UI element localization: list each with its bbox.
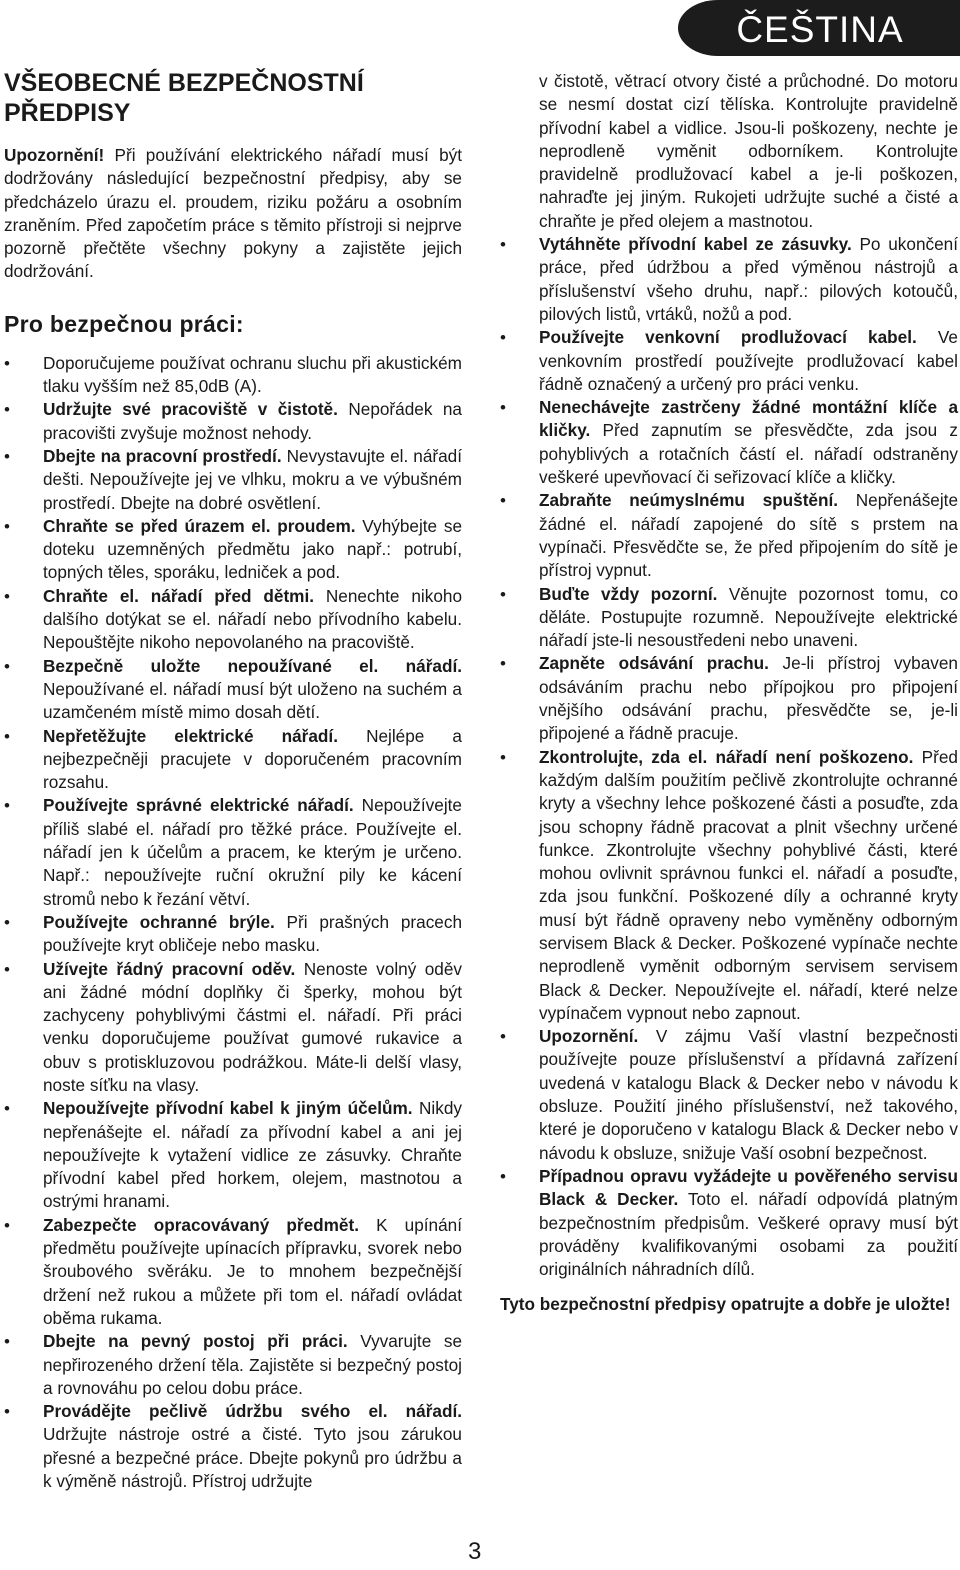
rule-lead: Bezpečně uložte nepoužívané el. nářadí. [43,655,462,676]
rule-item [500,652,958,745]
left-column [4,68,462,1493]
rule-text: Vyvarujte se nepřirozeného držení těla. Zajistěte si bezpečný postoj a rovnováhu po celou dobu práce. [43,1331,462,1398]
intro-lead: Upozornění! [4,145,105,165]
rule-lead: Buďte vždy pozorní. [539,583,718,604]
rule-lead: Případnou opravu vyžádejte u pověřeného servisu Black & Decker. [539,1165,958,1210]
rule-text: Před každým dalším použitím pečlivě zkontrolujte ochranné kryty a všechny lehce poškozené části a posuďte, zda jsou schopny řádně pracovat a plnit všechny určené funkce. Zkontrolujte všechny pohyblivé části, které mohou ovlivnit správnou funkci el. nářadí a posuďte, zda jsou funkční. Poškozené díly a ochranné kryty musí být řádně opraveny nebo vyměněny odborným servisem Black & Decker. Poškozené vypínače nechte neprodleně vyměnit odborným servisem servisem Black & Decker. Nepoužívejte el. nářadí, které nelze vypínačem vypnout nebo zapnout. [539,746,958,1023]
rule-lead: Zabezpečte opracovávaný předmět. [43,1214,359,1235]
rule-lead: Zabraňte neúmyslnému spuštění. [539,490,839,511]
rule-lead: Používejte venkovní prodlužovací kabel. [539,327,917,348]
rule-text: Udržujte nástroje ostré a čisté. Tyto jsou zárukou přesné a bezpečné práce. Dbejte pokynů pro údržbu a k výměně nástrojů. Přístroj udržujte [43,1424,462,1492]
rule-text: Před zapnutím se přesvědčte, zda jsou z pohyblivých a rotačních částí el. nářadí odstraněny veškeré upevňovací či seřizovací klíče a kličky. [539,420,958,488]
rule-item [4,398,462,445]
rule-text: Je-li přístroj vybaven odsáváním prachu nebo přípojkou pro připojení vnějšího odsávání prachu, přesvědčte se, je-li připojené a řádně pracuje. [539,653,958,744]
intro-text: Při používání elektrického nářadí musí být dodržovány následující bezpečnostní předpisy, aby se předcházelo úrazu el. proudem, riziku požáru a osobním zraněním. Před započetím práce s těmito přístroji si nejprve pozorně přečtěte všechny pokyny a zajistěte jejich dodržování. [4,145,462,282]
rule-lead: Udržujte své pracoviště v čistotě. [43,399,338,420]
rule-lead: Vytáhněte přívodní kabel ze zásuvky. [539,234,852,255]
rule-lead: Chraňte el. nářadí před dětmi. [43,585,315,606]
rule-text: Vyhýbejte se doteku uzemněných předmětu jako např.: potrubí, topných těles, sporáku, ledniček a pod. [43,515,462,583]
rule-item [500,583,958,653]
rule-lead: Upozornění. [539,1026,639,1047]
rule-lead: Zkontrolujte, zda el. nářadí není poškozeno. [539,746,914,767]
rule-item [500,1025,958,1165]
rule-item [4,515,462,585]
rule-text: Nepřenášejte žádné el. nářadí zapojené do sítě s prstem na vypínači. Přesvědčte se, že před připojením do sítě je přístroj vypnut. [539,490,959,581]
rule-text: Nevystavujte el. nářadí dešti. Nepoužívejte jej ve vlhku, mokru a ve výbušném prostředí. Dbejte na dobré osvětlení. [43,445,462,513]
rule-item [500,1165,958,1281]
intro-paragraph [4,144,462,284]
rule-item [4,585,462,655]
rule-item [500,233,958,326]
rule-item [4,1330,462,1400]
rule-lead: Používejte správné elektrické nářadí. [43,795,354,816]
rule-text: V zájmu Vaší vlastní bezpečnosti používejte pouze příslušenství a přídavná zařízení uvedená v katalogu Black & Decker nebo v návodu k obsluze. Použití jiného příslušenství, než takového, které je doporučeno v katalogu Black & Decker nebo v návodu k obsluze, snižuje Vaší osobní bezpečnost. [539,1026,958,1163]
rule-item [4,911,462,958]
rule-item [4,352,462,399]
right-column [500,70,958,1317]
rule-text: Nenechte nikoho dalšího dotýkat se el. nářadí nebo přívodního kabelu. Nepouštějte nikoho nepovolaného na pracoviště. [43,585,462,653]
rule-item [4,655,462,725]
rule-lead: Nepoužívejte přívodní kabel k jiným účelům. [43,1098,413,1119]
rule-text: Nepoužívané el. nářadí musí být uloženo na suchém a uzamčeném místě mimo dosah dětí. [43,678,462,723]
rule-item [4,958,462,1098]
closing-note: Tyto bezpečnostní předpisy opatrujte a dobře je uložte! [500,1294,951,1315]
rule-text: Nejlépe a nejbezpečněji pracujete v doporučeném pracovním rozsahu. [43,725,462,793]
page-title: VŠEOBECNÉ BEZPEČNOSTNÍ PŘEDPISY [4,69,364,127]
rule-lead: Dbejte na pevný postoj při práci. [43,1331,348,1352]
rule-lead: Nenechávejte zastrčeny žádné montážní klíče a kličky. [539,397,958,441]
rule-lead: Užívejte řádný pracovní oděv. [43,958,296,979]
rule-text: Nepoužívejte příliš slabé el. nářadí pro těžké práce. Používejte el. nářadí jen k účelům a pracem, ke kterým je určeno. Např.: nepoužívejte ruční okružní pily ke kácení stromů nebo k řezání větví. [43,795,462,909]
rule-item [4,445,462,515]
rule-item [4,725,462,795]
rule-text: Ve venkovním prostředí používejte prodlužovací kabel řádně označený a určený pro práci venku. [539,327,958,394]
rule-text: Po ukončení práce, před údržbou a před výměnou nástrojů a příslušenství všeho druhu, např.: pilových kotoučů, pilových listů, vrtáků, nožů a pod. [539,234,958,324]
rule-lead: Provádějte pečlivě údržbu svého el. nářadí. [43,1401,462,1422]
rule-item [500,326,958,396]
rule-lead: Používejte ochranné brýle. [43,911,275,932]
rule-item [4,1214,462,1330]
rule-text: Věnujte pozornost tomu, co děláte. Postupujte rozumně. Nepoužívejte elektrické nářadí jste-li nesoustředeni nebo unaveni. [539,583,958,651]
rule-item [4,794,462,910]
rule-text: Nenoste volný oděv ani žádné módní doplňky či šperky, mohou být zachyceny pohyblivými částmi el. nářadí. Při práci venku doporučujeme používat gumové rukavice a obuv s protiskluzovou podrážkou. Máte-li delší vlasy, noste síťku na vlasy. [43,958,462,1095]
rules-list-right [500,233,958,1281]
rule-item [4,1400,462,1493]
rule-item [4,1097,462,1213]
section-subtitle: Pro bezpečnou práci: [4,310,244,337]
rule-text: Toto el. nářadí odpovídá platným bezpečnostním předpisům. Veškeré opravy musí být prováděny kvalifikovanými osobami za použití originálních náhradních dílů. [539,1189,958,1280]
rule-item [500,746,958,1026]
rule-lead: Zapněte odsávání prachu. [539,653,769,674]
rule-lead: Dbejte na pracovní prostředí. [43,445,282,466]
rule-lead: Nepřetěžujte elektrické nářadí. [43,725,338,746]
rule-item [500,396,958,489]
continued-paragraph: v čistotě, větrací otvory čisté a průchodné. Do motoru se nesmí dostat cizí tělíska. Kontrolujte pravidelně přívodní kabel a vidlice. Jsou-li poškozeny, nechte je neprodleně vyměnit odborníkem. Kontrolujte pravidelně prodlužovací kabel a je-li poškozen, nahraďte jej jiným. Rukojeti udržujte suché a čisté a chraňte je před olejem a mastnotou. [539,71,958,231]
rule-text: Nikdy nepřenášejte el. nářadí za přívodní kabel a ani jej nepoužívejte k vytažení vidlice ze zásuvky. Chraňte přívodní kabel před horkem, olejem, mastnotou a ostrými hranami. [43,1098,462,1212]
rule-text: Nepořádek na pracovišti zvyšuje možnost nehody. [43,399,462,443]
language-badge: ČEŠTINA [678,0,960,56]
rule-lead: Chraňte se před úrazem el. proudem. [43,515,356,536]
rules-list-left [4,352,462,1494]
rule-text: Při prašných pracech používejte kryt obličeje nebo masku. [43,911,462,956]
page-number: 3 [468,1538,482,1565]
rule-text: Doporučujeme používat ochranu sluchu při akustickém tlaku vyšším než 85,0dB (A). [43,352,462,397]
rule-text: K upínání předmětu používejte upínacích přípravku, svorek nebo šroubového svěráku. Je to mnohem bezpečnější držení než rukou a můžete při tom el. nářadí ovládat oběma rukama. [43,1214,463,1328]
rule-item [500,489,958,582]
